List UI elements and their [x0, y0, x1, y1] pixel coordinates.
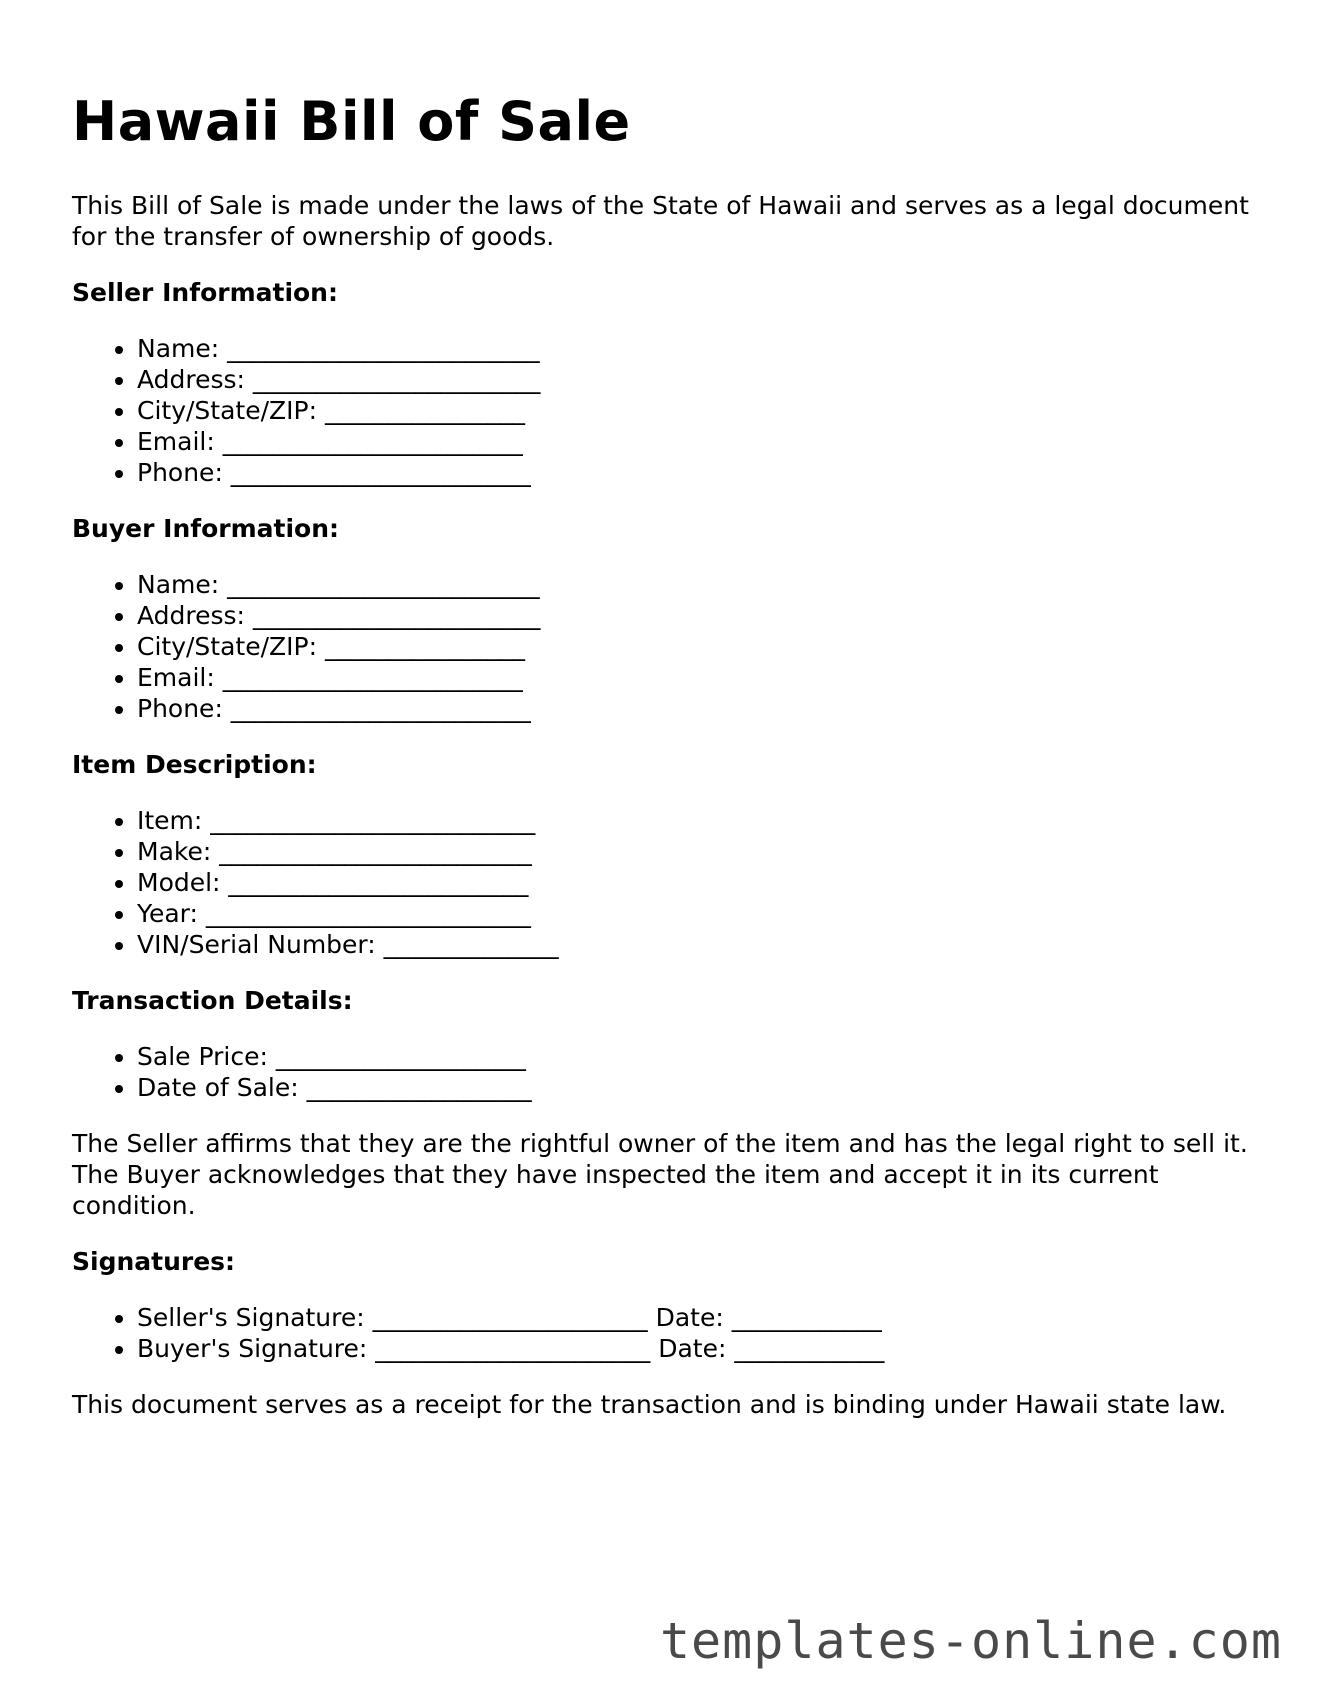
seller-list	[72, 333, 1252, 488]
item-list	[72, 805, 1252, 960]
seller-address-field: • Address: _______________________	[137, 364, 1252, 395]
item-field: • Item: __________________________	[137, 805, 1252, 836]
seller-phone-field: • Phone: ________________________	[137, 457, 1252, 488]
make-field: • Make: _________________________	[137, 836, 1252, 867]
item-heading: Item Description:	[72, 750, 317, 779]
affirmation-paragraph: The Seller affirms that they are the rightful owner of the item and has the legal right to sell it. The Buyer acknowledges that they have inspected the item and accept it in its current condition.	[72, 1129, 1248, 1220]
model-field: • Model: ________________________	[137, 867, 1252, 898]
signatures-list	[72, 1302, 1252, 1364]
seller-signature-field: • Seller's Signature: ______________________ Date: ____________	[137, 1302, 1252, 1333]
closing-paragraph: This document serves as a receipt for the transaction and is binding under Hawaii state law.	[72, 1390, 1227, 1419]
sale-price-field: • Sale Price: ____________________	[137, 1041, 1252, 1072]
transaction-heading: Transaction Details:	[72, 986, 353, 1015]
buyer-city-field: • City/State/ZIP: ________________	[137, 631, 1252, 662]
buyer-address-field: • Address: _______________________	[137, 600, 1252, 631]
transaction-list	[72, 1041, 1252, 1103]
vin-field: • VIN/Serial Number: ______________	[137, 929, 1252, 960]
buyer-email-field: • Email: ________________________	[137, 662, 1252, 693]
seller-email-field: • Email: ________________________	[137, 426, 1252, 457]
year-field: • Year: __________________________	[137, 898, 1252, 929]
signatures-heading: Signatures:	[72, 1247, 236, 1276]
buyer-list	[72, 569, 1252, 724]
buyer-name-field: • Name: _________________________	[137, 569, 1252, 600]
document-body	[72, 190, 1252, 1420]
watermark: templates-online.com	[659, 1612, 1282, 1670]
seller-name-field: • Name: _________________________	[137, 333, 1252, 364]
seller-city-field: • City/State/ZIP: ________________	[137, 395, 1252, 426]
buyer-phone-field: • Phone: ________________________	[137, 693, 1252, 724]
sale-date-field: • Date of Sale: __________________	[137, 1072, 1252, 1103]
seller-heading: Seller Information:	[72, 278, 338, 307]
document-title: Hawaii Bill of Sale	[72, 90, 631, 153]
buyer-heading: Buyer Information:	[72, 514, 340, 543]
buyer-signature-field: • Buyer's Signature: ______________________ Date: ____________	[137, 1333, 1252, 1364]
intro-paragraph: This Bill of Sale is made under the laws of the State of Hawaii and serves as a legal document for the transfer of ownership of goods.	[72, 191, 1249, 251]
